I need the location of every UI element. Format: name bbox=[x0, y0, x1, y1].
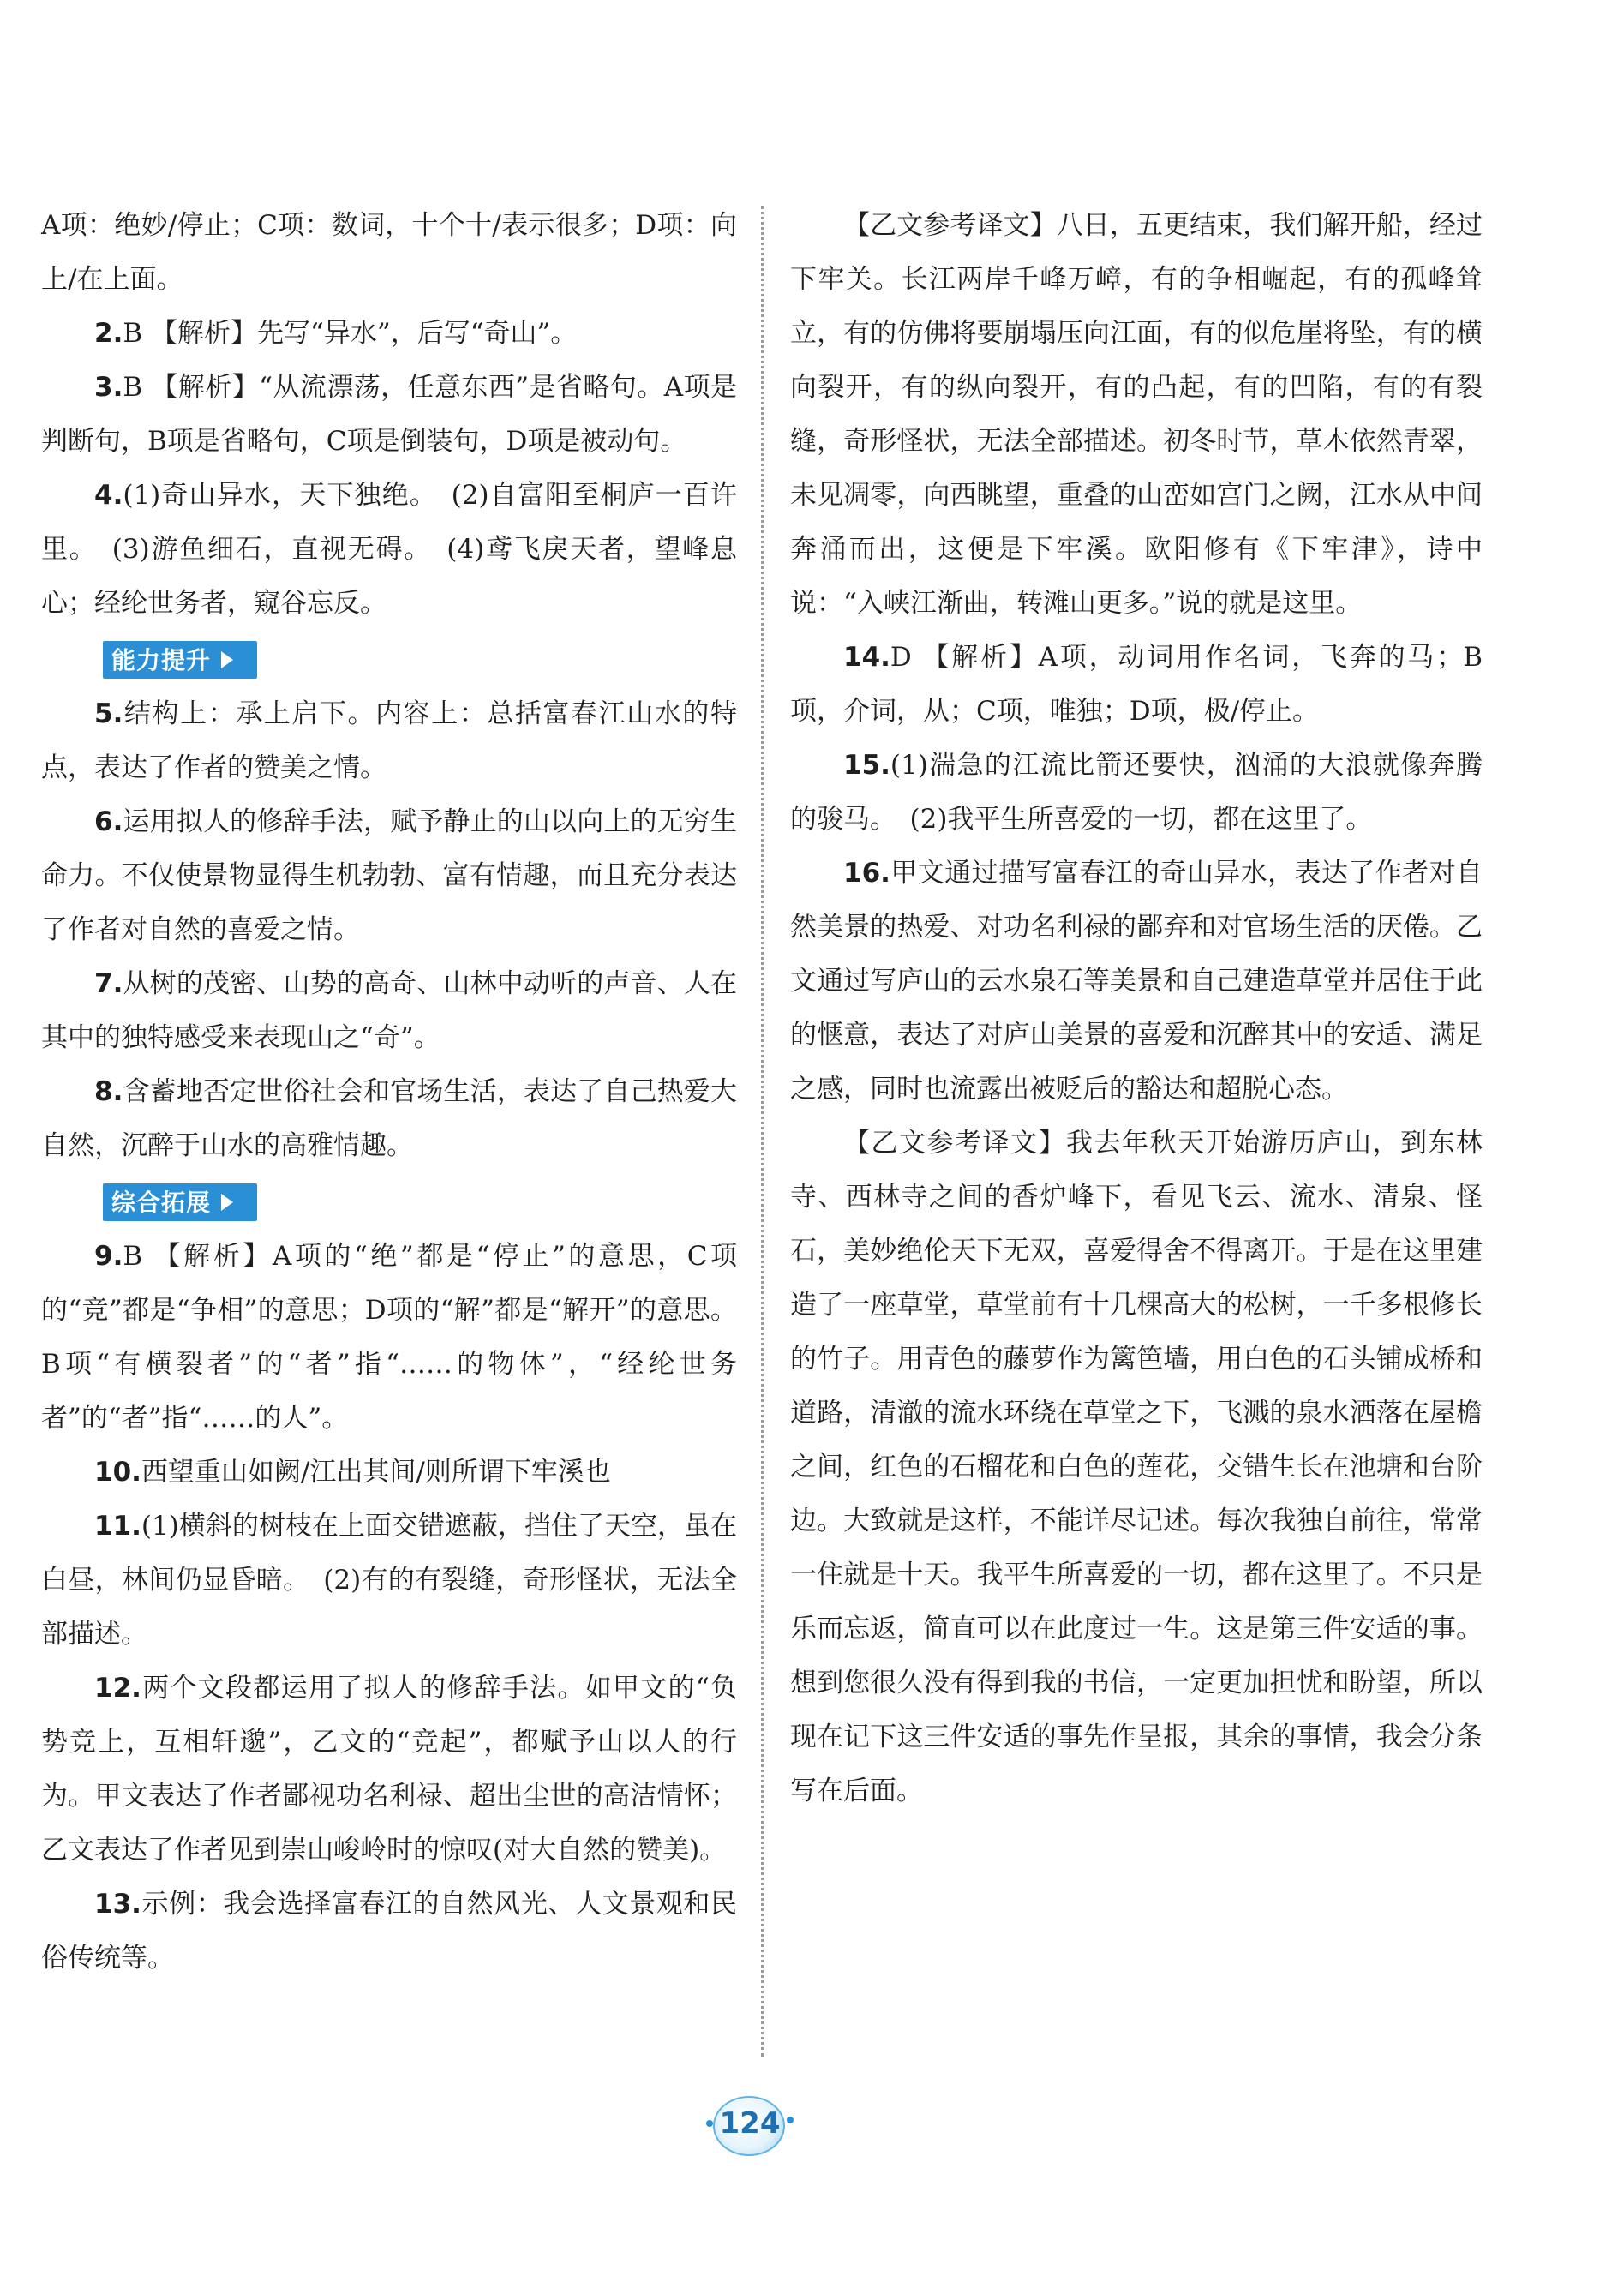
play-arrow-icon bbox=[221, 1194, 233, 1211]
left-column bbox=[41, 199, 737, 1986]
answer-number: 4. bbox=[94, 480, 123, 511]
answer-16 bbox=[790, 847, 1483, 1117]
answer-1-continuation: A项：绝妙/停止；C项：数词，十个十/表示很多；D项：向上/在上面。 bbox=[41, 210, 737, 295]
answer-8 bbox=[41, 1065, 737, 1173]
answer-text: 含蓄地否定世俗社会和官场生活，表达了自己热爱大自然，沉醉于山水的高雅情趣。 bbox=[41, 1076, 737, 1161]
play-arrow-icon bbox=[221, 651, 233, 668]
answer-text: 甲文通过描写富春江的奇山异水，表达了作者对自然美景的热爱、对功名利禄的鄙弃和对官场生活的厌倦。乙文通过写庐山的云水泉石等美景和自己建造草堂并居住于此的惬意，表达了对庐山美景的喜爱和沉醉其中的安适、满足之感，同时也流露出被贬后的豁达和超脱心态。 bbox=[790, 858, 1483, 1105]
answer-text: B 【解析】A项的“绝”都是“停止”的意思，C项的“竞”都是“争相”的意思；D项的“解”都是“解开”的意思。B项“有横裂者”的“者”指“……的物体”，“经纶世务者”的“者”指“……的人”。 bbox=[41, 1241, 737, 1434]
answer-number: 7. bbox=[94, 968, 123, 999]
answer-number: 9. bbox=[94, 1241, 123, 1272]
answer-number: 15. bbox=[843, 750, 890, 781]
answer-number: 2. bbox=[94, 318, 123, 349]
answer-number: 11. bbox=[94, 1511, 141, 1542]
answer-text: (1)奇山异水，天下独绝。 (2)自富阳至桐庐一百许里。 (3)游鱼细石，直视无碍。 (4)鸢飞戾天者，望峰息心；经纶世务者，窥谷忘反。 bbox=[41, 480, 737, 619]
answer-9 bbox=[41, 1230, 737, 1446]
answer-text: 示例：我会选择富春江的自然风光、人文景观和民俗传统等。 bbox=[41, 1889, 737, 1974]
section-banner-label: 能力提升 bbox=[111, 645, 212, 674]
answer-text: 两个文段都运用了拟人的修辞手法。如甲文的“负势竞上，互相轩邈”，乙文的“竞起”，都赋予山以人的行为。甲文表达了作者鄙视功名利禄、超出尘世的高洁情怀；乙文表达了作者见到崇山峻岭时的惊叹(对大自然的赞美)。 bbox=[41, 1673, 737, 1866]
answer-text: D 【解析】A项，动词用作名词，飞奔的马；B项，介词，从；C项，唯独；D项，极/停止。 bbox=[790, 642, 1483, 727]
answer-number: 8. bbox=[94, 1076, 123, 1107]
answer-11 bbox=[41, 1500, 737, 1662]
answer-15 bbox=[790, 739, 1483, 847]
section-banner-label: 综合拓展 bbox=[111, 1188, 212, 1217]
answer-10 bbox=[41, 1446, 737, 1500]
answer-number: 6. bbox=[94, 806, 123, 837]
section-banner-extension bbox=[103, 1183, 257, 1221]
answer-6 bbox=[41, 795, 737, 957]
answer-number: 5. bbox=[94, 698, 123, 729]
answer-text: 运用拟人的修辞手法，赋予静止的山以向上的无穷生命力。不仅使景物显得生机勃勃、富有情趣，而且充分表达了作者对自然的喜爱之情。 bbox=[41, 806, 737, 945]
answer-text: 结构上：承上启下。内容上：总括富春江山水的特点，表达了作者的赞美之情。 bbox=[41, 698, 737, 783]
answer-number: 10. bbox=[94, 1457, 141, 1488]
answer-text: (1)横斜的树枝在上面交错遮蔽，挡住了天空，虽在白昼，林间仍显昏暗。 (2)有的有裂缝，奇形怪状，无法全部描述。 bbox=[41, 1511, 737, 1650]
answer-7 bbox=[41, 957, 737, 1065]
answer-number: 13. bbox=[94, 1889, 141, 1920]
answer-number: 3. bbox=[94, 372, 123, 403]
translation-passage-2: 【乙文参考译文】我去年秋天开始游历庐山，到东林寺、西林寺之间的香炉峰下，看见飞云、流水、清泉、怪石，美妙绝伦天下无双，喜爱得舍不得离开。于是在这里建造了一座草堂，草堂前有十几棵高大的松树，一千多根修长的竹子。用青色的藤萝作为篱笆墙，用白色的石头铺成桥和道路，清澈的流水环绕在草堂之下，飞溅的泉水洒落在屋檐之间，红色的石榴花和白色的莲花，交错生长在池塘和台阶边。大致就是这样，不能详尽记述。每次我独自前往，常常一住就是十天。我平生所喜爱的一切，都在这里了。不只是乐而忘返，简直可以在此度过一生。这是第三件安适的事。想到您很久没有得到我的书信，一定更加担忧和盼望，所以现在记下这三件安适的事先作呈报，其余的事情，我会分条写在后面。 bbox=[790, 1128, 1483, 1806]
page-number: 124 bbox=[719, 2106, 781, 2141]
answer-number: 16. bbox=[843, 858, 890, 889]
answer-text: B 【解析】“从流漂荡，任意东西”是省略句。A项是判断句，B项是省略句，C项是倒装句，D项是被动句。 bbox=[41, 372, 737, 457]
answer-4 bbox=[41, 469, 737, 631]
answer-text: 西望重山如阙/江出其间/则所谓下牢溪也 bbox=[141, 1457, 611, 1488]
answer-number: 14. bbox=[843, 642, 890, 673]
answer-13 bbox=[41, 1878, 737, 1986]
answer-5 bbox=[41, 687, 737, 795]
answer-12 bbox=[41, 1662, 737, 1878]
section-banner-ability bbox=[103, 641, 257, 679]
answer-text: B 【解析】先写“异水”，后写“奇山”。 bbox=[123, 318, 578, 349]
column-divider bbox=[761, 206, 764, 2057]
answer-text: 从树的茂密、山势的高奇、山林中动听的声音、人在其中的独特感受来表现山之“奇”。 bbox=[41, 968, 737, 1053]
right-column bbox=[790, 199, 1483, 1818]
translation-passage-1: 【乙文参考译文】八日，五更结束，我们解开船，经过下牢关。长江两岸千峰万嶂，有的争相崛起，有的孤峰耸立，有的仿佛将要崩塌压向江面，有的似危崖将坠，有的横向裂开，有的纵向裂开，有的凸起，有的凹陷，有的有裂缝，奇形怪状，无法全部描述。初冬时节，草木依然青翠，未见凋零，向西眺望，重叠的山峦如宫门之阙，江水从中间奔涌而出，这便是下牢溪。欧阳修有《下牢津》，诗中说：“入峡江渐曲，转滩山更多。”说的就是这里。 bbox=[790, 210, 1483, 619]
answer-text: (1)湍急的江流比箭还要快，汹涌的大浪就像奔腾的骏马。 (2)我平生所喜爱的一切，都在这里了。 bbox=[790, 750, 1483, 835]
answer-14 bbox=[790, 631, 1483, 739]
page-number-badge bbox=[703, 2091, 797, 2159]
answer-2 bbox=[41, 307, 737, 361]
answer-3 bbox=[41, 361, 737, 469]
answer-number: 12. bbox=[94, 1673, 141, 1704]
